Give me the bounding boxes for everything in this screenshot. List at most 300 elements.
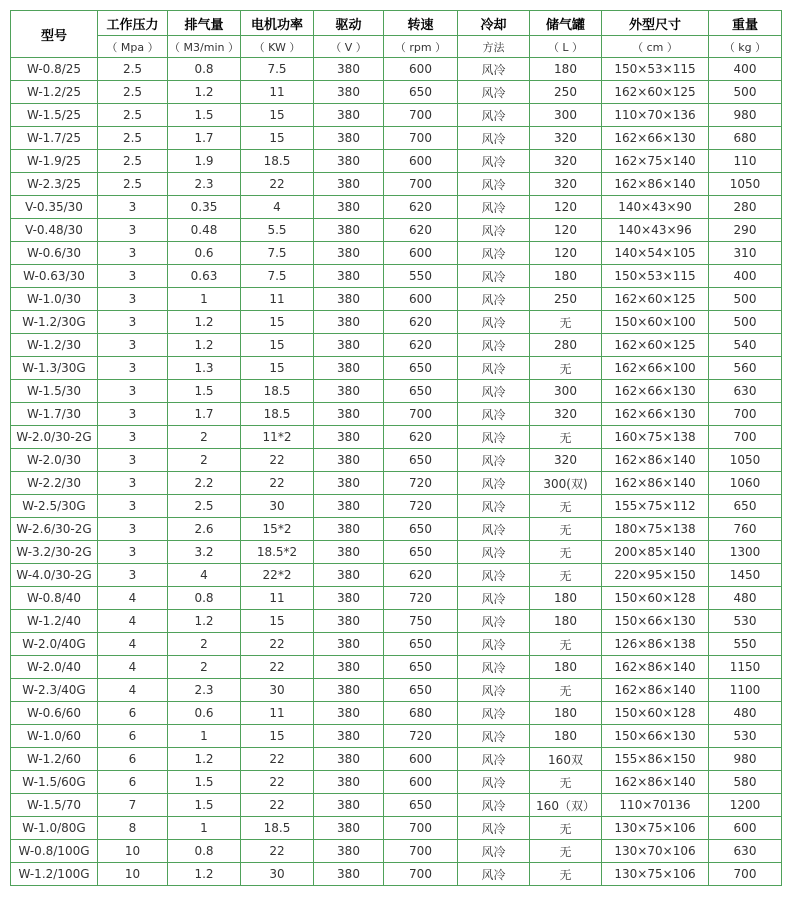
cell-cooling: 风冷	[458, 794, 530, 817]
cell-pressure: 4	[98, 656, 168, 679]
cell-pressure: 3	[98, 242, 168, 265]
cell-displacement: 2.2	[168, 472, 241, 495]
cell-cooling: 风冷	[458, 863, 530, 886]
cell-dimensions: 150×53×115	[602, 58, 709, 81]
table-row	[11, 357, 782, 380]
cell-drive: 380	[314, 702, 384, 725]
cell-tank: 320	[530, 449, 602, 472]
cell-tank: 320	[530, 173, 602, 196]
cell-pressure: 2.5	[98, 127, 168, 150]
cell-dimensions: 140×54×105	[602, 242, 709, 265]
cell-model: W-0.8/100G	[11, 840, 98, 863]
cell-cooling: 风冷	[458, 541, 530, 564]
cell-speed: 700	[384, 840, 458, 863]
cell-cooling: 风冷	[458, 150, 530, 173]
cell-tank: 无	[530, 357, 602, 380]
cell-weight: 1150	[709, 656, 782, 679]
cell-displacement: 0.35	[168, 196, 241, 219]
cell-tank: 300(双)	[530, 472, 602, 495]
cell-dimensions: 150×60×100	[602, 311, 709, 334]
cell-model: W-4.0/30-2G	[11, 564, 98, 587]
cell-model: W-2.0/40	[11, 656, 98, 679]
cell-weight: 600	[709, 817, 782, 840]
cell-displacement: 1.7	[168, 403, 241, 426]
cell-drive: 380	[314, 311, 384, 334]
cell-cooling: 风冷	[458, 748, 530, 771]
header-pressure: 工作压力	[98, 11, 168, 36]
cell-pressure: 4	[98, 633, 168, 656]
cell-dimensions: 130×75×106	[602, 817, 709, 840]
cell-speed: 650	[384, 518, 458, 541]
cell-drive: 380	[314, 58, 384, 81]
cell-model: V-0.35/30	[11, 196, 98, 219]
cell-dimensions: 130×70×106	[602, 840, 709, 863]
table-row	[11, 81, 782, 104]
cell-tank: 无	[530, 840, 602, 863]
cell-weight: 1060	[709, 472, 782, 495]
cell-tank: 300	[530, 380, 602, 403]
cell-speed: 650	[384, 449, 458, 472]
cell-motor-power: 18.5*2	[241, 541, 314, 564]
cell-drive: 380	[314, 334, 384, 357]
cell-cooling: 风冷	[458, 265, 530, 288]
cell-displacement: 1.5	[168, 771, 241, 794]
cell-weight: 1100	[709, 679, 782, 702]
cell-motor-power: 30	[241, 679, 314, 702]
cell-motor-power: 22	[241, 840, 314, 863]
cell-speed: 620	[384, 564, 458, 587]
table-row	[11, 725, 782, 748]
cell-speed: 600	[384, 771, 458, 794]
cell-speed: 620	[384, 426, 458, 449]
table-row	[11, 840, 782, 863]
cell-cooling: 风冷	[458, 656, 530, 679]
cell-speed: 650	[384, 656, 458, 679]
cell-motor-power: 11	[241, 702, 314, 725]
table-row	[11, 127, 782, 150]
table-row	[11, 472, 782, 495]
cell-pressure: 3	[98, 564, 168, 587]
cell-cooling: 风冷	[458, 58, 530, 81]
cell-dimensions: 162×86×140	[602, 679, 709, 702]
cell-displacement: 2	[168, 449, 241, 472]
cell-cooling: 风冷	[458, 564, 530, 587]
cell-motor-power: 22	[241, 794, 314, 817]
cell-dimensions: 162×60×125	[602, 334, 709, 357]
cell-pressure: 2.5	[98, 150, 168, 173]
cell-weight: 530	[709, 725, 782, 748]
cell-tank: 320	[530, 150, 602, 173]
cell-dimensions: 162×86×140	[602, 173, 709, 196]
cell-motor-power: 7.5	[241, 58, 314, 81]
cell-model: W-1.7/25	[11, 127, 98, 150]
cell-weight: 480	[709, 587, 782, 610]
cell-cooling: 风冷	[458, 81, 530, 104]
cell-displacement: 1	[168, 725, 241, 748]
cell-model: V-0.48/30	[11, 219, 98, 242]
cell-cooling: 风冷	[458, 288, 530, 311]
cell-model: W-2.0/40G	[11, 633, 98, 656]
cell-model: W-0.6/60	[11, 702, 98, 725]
unit-tank: （ L ）	[530, 36, 602, 58]
cell-drive: 380	[314, 173, 384, 196]
cell-displacement: 2.3	[168, 679, 241, 702]
cell-cooling: 风冷	[458, 679, 530, 702]
cell-displacement: 0.8	[168, 587, 241, 610]
cell-dimensions: 150×66×130	[602, 610, 709, 633]
cell-pressure: 3	[98, 219, 168, 242]
cell-motor-power: 22	[241, 173, 314, 196]
cell-speed: 700	[384, 104, 458, 127]
header-speed: 转速	[384, 11, 458, 36]
cell-model: W-1.9/25	[11, 150, 98, 173]
cell-pressure: 3	[98, 541, 168, 564]
cell-drive: 380	[314, 495, 384, 518]
cell-drive: 380	[314, 679, 384, 702]
cell-pressure: 8	[98, 817, 168, 840]
cell-speed: 720	[384, 495, 458, 518]
cell-pressure: 2.5	[98, 58, 168, 81]
header-cooling: 冷却	[458, 11, 530, 36]
cell-speed: 600	[384, 150, 458, 173]
cell-cooling: 风冷	[458, 242, 530, 265]
cell-weight: 280	[709, 196, 782, 219]
cell-cooling: 风冷	[458, 426, 530, 449]
unit-drive: （ V ）	[314, 36, 384, 58]
cell-weight: 980	[709, 748, 782, 771]
cell-cooling: 风冷	[458, 104, 530, 127]
cell-pressure: 4	[98, 610, 168, 633]
cell-speed: 720	[384, 472, 458, 495]
cell-pressure: 2.5	[98, 104, 168, 127]
cell-displacement: 1.2	[168, 311, 241, 334]
cell-model: W-0.8/25	[11, 58, 98, 81]
cell-displacement: 1.2	[168, 610, 241, 633]
cell-dimensions: 162×66×130	[602, 127, 709, 150]
compressor-spec-table	[10, 10, 782, 886]
cell-motor-power: 15	[241, 311, 314, 334]
cell-dimensions: 155×86×150	[602, 748, 709, 771]
cell-dimensions: 162×66×130	[602, 403, 709, 426]
cell-pressure: 6	[98, 748, 168, 771]
cell-pressure: 3	[98, 449, 168, 472]
cell-dimensions: 110×70136	[602, 794, 709, 817]
cell-displacement: 1.7	[168, 127, 241, 150]
header-weight: 重量	[709, 11, 782, 36]
cell-dimensions: 162×86×140	[602, 472, 709, 495]
cell-dimensions: 140×43×90	[602, 196, 709, 219]
cell-dimensions: 130×75×106	[602, 863, 709, 886]
cell-speed: 620	[384, 334, 458, 357]
cell-cooling: 风冷	[458, 702, 530, 725]
cell-model: W-2.3/25	[11, 173, 98, 196]
cell-drive: 380	[314, 357, 384, 380]
cell-weight: 650	[709, 495, 782, 518]
cell-weight: 550	[709, 633, 782, 656]
cell-speed: 650	[384, 357, 458, 380]
table-row	[11, 748, 782, 771]
table-row	[11, 288, 782, 311]
table-row	[11, 242, 782, 265]
cell-cooling: 风冷	[458, 334, 530, 357]
cell-motor-power: 5.5	[241, 219, 314, 242]
cell-drive: 380	[314, 725, 384, 748]
cell-pressure: 3	[98, 426, 168, 449]
cell-weight: 400	[709, 58, 782, 81]
cell-weight: 500	[709, 81, 782, 104]
cell-speed: 620	[384, 196, 458, 219]
table-row	[11, 587, 782, 610]
cell-speed: 700	[384, 817, 458, 840]
cell-weight: 630	[709, 380, 782, 403]
table-row	[11, 564, 782, 587]
cell-motor-power: 11	[241, 288, 314, 311]
cell-motor-power: 11*2	[241, 426, 314, 449]
cell-displacement: 2.3	[168, 173, 241, 196]
cell-drive: 380	[314, 150, 384, 173]
cell-displacement: 1.5	[168, 104, 241, 127]
cell-motor-power: 18.5	[241, 380, 314, 403]
cell-displacement: 1.9	[168, 150, 241, 173]
table-row	[11, 380, 782, 403]
cell-dimensions: 162×60×125	[602, 288, 709, 311]
table-row	[11, 104, 782, 127]
table-row	[11, 311, 782, 334]
table-row	[11, 518, 782, 541]
cell-displacement: 1.3	[168, 357, 241, 380]
cell-cooling: 风冷	[458, 449, 530, 472]
cell-cooling: 风冷	[458, 380, 530, 403]
cell-drive: 380	[314, 771, 384, 794]
cell-displacement: 1.5	[168, 380, 241, 403]
cell-speed: 700	[384, 863, 458, 886]
cell-drive: 380	[314, 656, 384, 679]
cell-displacement: 2.6	[168, 518, 241, 541]
cell-drive: 380	[314, 863, 384, 886]
table-row	[11, 771, 782, 794]
cell-speed: 720	[384, 725, 458, 748]
cell-tank: 无	[530, 564, 602, 587]
cell-displacement: 2	[168, 633, 241, 656]
cell-model: W-2.6/30-2G	[11, 518, 98, 541]
cell-weight: 580	[709, 771, 782, 794]
table-row	[11, 449, 782, 472]
header-motor-power: 电机功率	[241, 11, 314, 36]
cell-tank: 无	[530, 633, 602, 656]
cell-dimensions: 126×86×138	[602, 633, 709, 656]
cell-speed: 700	[384, 403, 458, 426]
cell-dimensions: 180×75×138	[602, 518, 709, 541]
cell-displacement: 1.2	[168, 81, 241, 104]
cell-tank: 160双	[530, 748, 602, 771]
cell-drive: 380	[314, 518, 384, 541]
cell-pressure: 3	[98, 380, 168, 403]
cell-motor-power: 22	[241, 449, 314, 472]
cell-displacement: 1.5	[168, 794, 241, 817]
cell-tank: 160（双）	[530, 794, 602, 817]
cell-tank: 120	[530, 219, 602, 242]
cell-motor-power: 22	[241, 633, 314, 656]
cell-tank: 250	[530, 81, 602, 104]
cell-drive: 380	[314, 610, 384, 633]
cell-drive: 380	[314, 242, 384, 265]
table-row	[11, 150, 782, 173]
cell-displacement: 2	[168, 656, 241, 679]
cell-displacement: 1.2	[168, 334, 241, 357]
cell-displacement: 1	[168, 817, 241, 840]
cell-cooling: 风冷	[458, 219, 530, 242]
cell-weight: 1450	[709, 564, 782, 587]
cell-dimensions: 160×75×138	[602, 426, 709, 449]
cell-motor-power: 30	[241, 863, 314, 886]
header-model: 型号	[11, 11, 98, 58]
cell-displacement: 3.2	[168, 541, 241, 564]
cell-model: W-0.6/30	[11, 242, 98, 265]
cell-tank: 无	[530, 817, 602, 840]
cell-cooling: 风冷	[458, 311, 530, 334]
cell-dimensions: 155×75×112	[602, 495, 709, 518]
table-row	[11, 679, 782, 702]
cell-weight: 400	[709, 265, 782, 288]
cell-drive: 380	[314, 104, 384, 127]
cell-dimensions: 150×53×115	[602, 265, 709, 288]
cell-displacement: 0.6	[168, 242, 241, 265]
cell-weight: 560	[709, 357, 782, 380]
cell-model: W-0.8/40	[11, 587, 98, 610]
cell-dimensions: 200×85×140	[602, 541, 709, 564]
cell-drive: 380	[314, 426, 384, 449]
cell-pressure: 3	[98, 288, 168, 311]
cell-drive: 380	[314, 633, 384, 656]
cell-displacement: 0.8	[168, 58, 241, 81]
cell-pressure: 6	[98, 725, 168, 748]
cell-speed: 650	[384, 380, 458, 403]
cell-cooling: 风冷	[458, 127, 530, 150]
cell-weight: 1300	[709, 541, 782, 564]
cell-tank: 250	[530, 288, 602, 311]
table-header-row	[11, 11, 782, 36]
table-row	[11, 334, 782, 357]
cell-speed: 620	[384, 219, 458, 242]
cell-speed: 650	[384, 679, 458, 702]
cell-weight: 530	[709, 610, 782, 633]
cell-speed: 680	[384, 702, 458, 725]
table-row	[11, 173, 782, 196]
cell-tank: 120	[530, 242, 602, 265]
cell-tank: 280	[530, 334, 602, 357]
cell-tank: 无	[530, 495, 602, 518]
cell-pressure: 3	[98, 311, 168, 334]
cell-tank: 180	[530, 265, 602, 288]
cell-pressure: 3	[98, 196, 168, 219]
cell-pressure: 2.5	[98, 81, 168, 104]
cell-pressure: 4	[98, 679, 168, 702]
cell-model: W-1.7/30	[11, 403, 98, 426]
cell-model: W-1.5/30	[11, 380, 98, 403]
cell-drive: 380	[314, 794, 384, 817]
cell-pressure: 10	[98, 840, 168, 863]
cell-model: W-1.5/60G	[11, 771, 98, 794]
cell-weight: 310	[709, 242, 782, 265]
table-row	[11, 817, 782, 840]
cell-motor-power: 11	[241, 81, 314, 104]
cell-speed: 700	[384, 173, 458, 196]
cell-model: W-1.0/60	[11, 725, 98, 748]
cell-drive: 380	[314, 541, 384, 564]
cell-dimensions: 162×86×140	[602, 771, 709, 794]
unit-motor-power: （ KW ）	[241, 36, 314, 58]
cell-dimensions: 140×43×96	[602, 219, 709, 242]
cell-displacement: 2.5	[168, 495, 241, 518]
cell-motor-power: 22	[241, 771, 314, 794]
cell-speed: 650	[384, 633, 458, 656]
cell-cooling: 风冷	[458, 587, 530, 610]
cell-speed: 600	[384, 242, 458, 265]
table-row	[11, 495, 782, 518]
cell-pressure: 10	[98, 863, 168, 886]
table-row	[11, 702, 782, 725]
cell-displacement: 1.2	[168, 748, 241, 771]
cell-motor-power: 4	[241, 196, 314, 219]
cell-dimensions: 162×66×100	[602, 357, 709, 380]
cell-cooling: 风冷	[458, 403, 530, 426]
table-row	[11, 403, 782, 426]
table-units-row	[11, 36, 782, 58]
cell-model: W-1.5/70	[11, 794, 98, 817]
cell-tank: 180	[530, 725, 602, 748]
cell-drive: 380	[314, 380, 384, 403]
cell-tank: 无	[530, 311, 602, 334]
cell-weight: 700	[709, 426, 782, 449]
cell-dimensions: 162×75×140	[602, 150, 709, 173]
cell-tank: 180	[530, 656, 602, 679]
cell-speed: 650	[384, 81, 458, 104]
cell-motor-power: 11	[241, 587, 314, 610]
cell-cooling: 风冷	[458, 196, 530, 219]
cell-weight: 110	[709, 150, 782, 173]
cell-motor-power: 18.5	[241, 817, 314, 840]
cell-cooling: 风冷	[458, 495, 530, 518]
cell-model: W-3.2/30-2G	[11, 541, 98, 564]
cell-model: W-2.0/30	[11, 449, 98, 472]
cell-speed: 550	[384, 265, 458, 288]
cell-cooling: 风冷	[458, 518, 530, 541]
cell-model: W-2.0/30-2G	[11, 426, 98, 449]
cell-motor-power: 30	[241, 495, 314, 518]
cell-model: W-1.2/30G	[11, 311, 98, 334]
cell-pressure: 3	[98, 495, 168, 518]
cell-motor-power: 22	[241, 748, 314, 771]
cell-tank: 180	[530, 58, 602, 81]
cell-weight: 1050	[709, 173, 782, 196]
cell-tank: 120	[530, 196, 602, 219]
cell-pressure: 3	[98, 265, 168, 288]
cell-drive: 380	[314, 265, 384, 288]
cell-model: W-1.2/100G	[11, 863, 98, 886]
cell-motor-power: 15	[241, 357, 314, 380]
cell-speed: 620	[384, 311, 458, 334]
cell-motor-power: 15	[241, 334, 314, 357]
cell-pressure: 3	[98, 357, 168, 380]
cell-cooling: 风冷	[458, 633, 530, 656]
cell-speed: 600	[384, 58, 458, 81]
cell-drive: 380	[314, 219, 384, 242]
table-row	[11, 863, 782, 886]
cell-dimensions: 162×66×130	[602, 380, 709, 403]
cell-drive: 380	[314, 817, 384, 840]
unit-cooling: 方法	[458, 36, 530, 58]
cell-dimensions: 150×60×128	[602, 587, 709, 610]
